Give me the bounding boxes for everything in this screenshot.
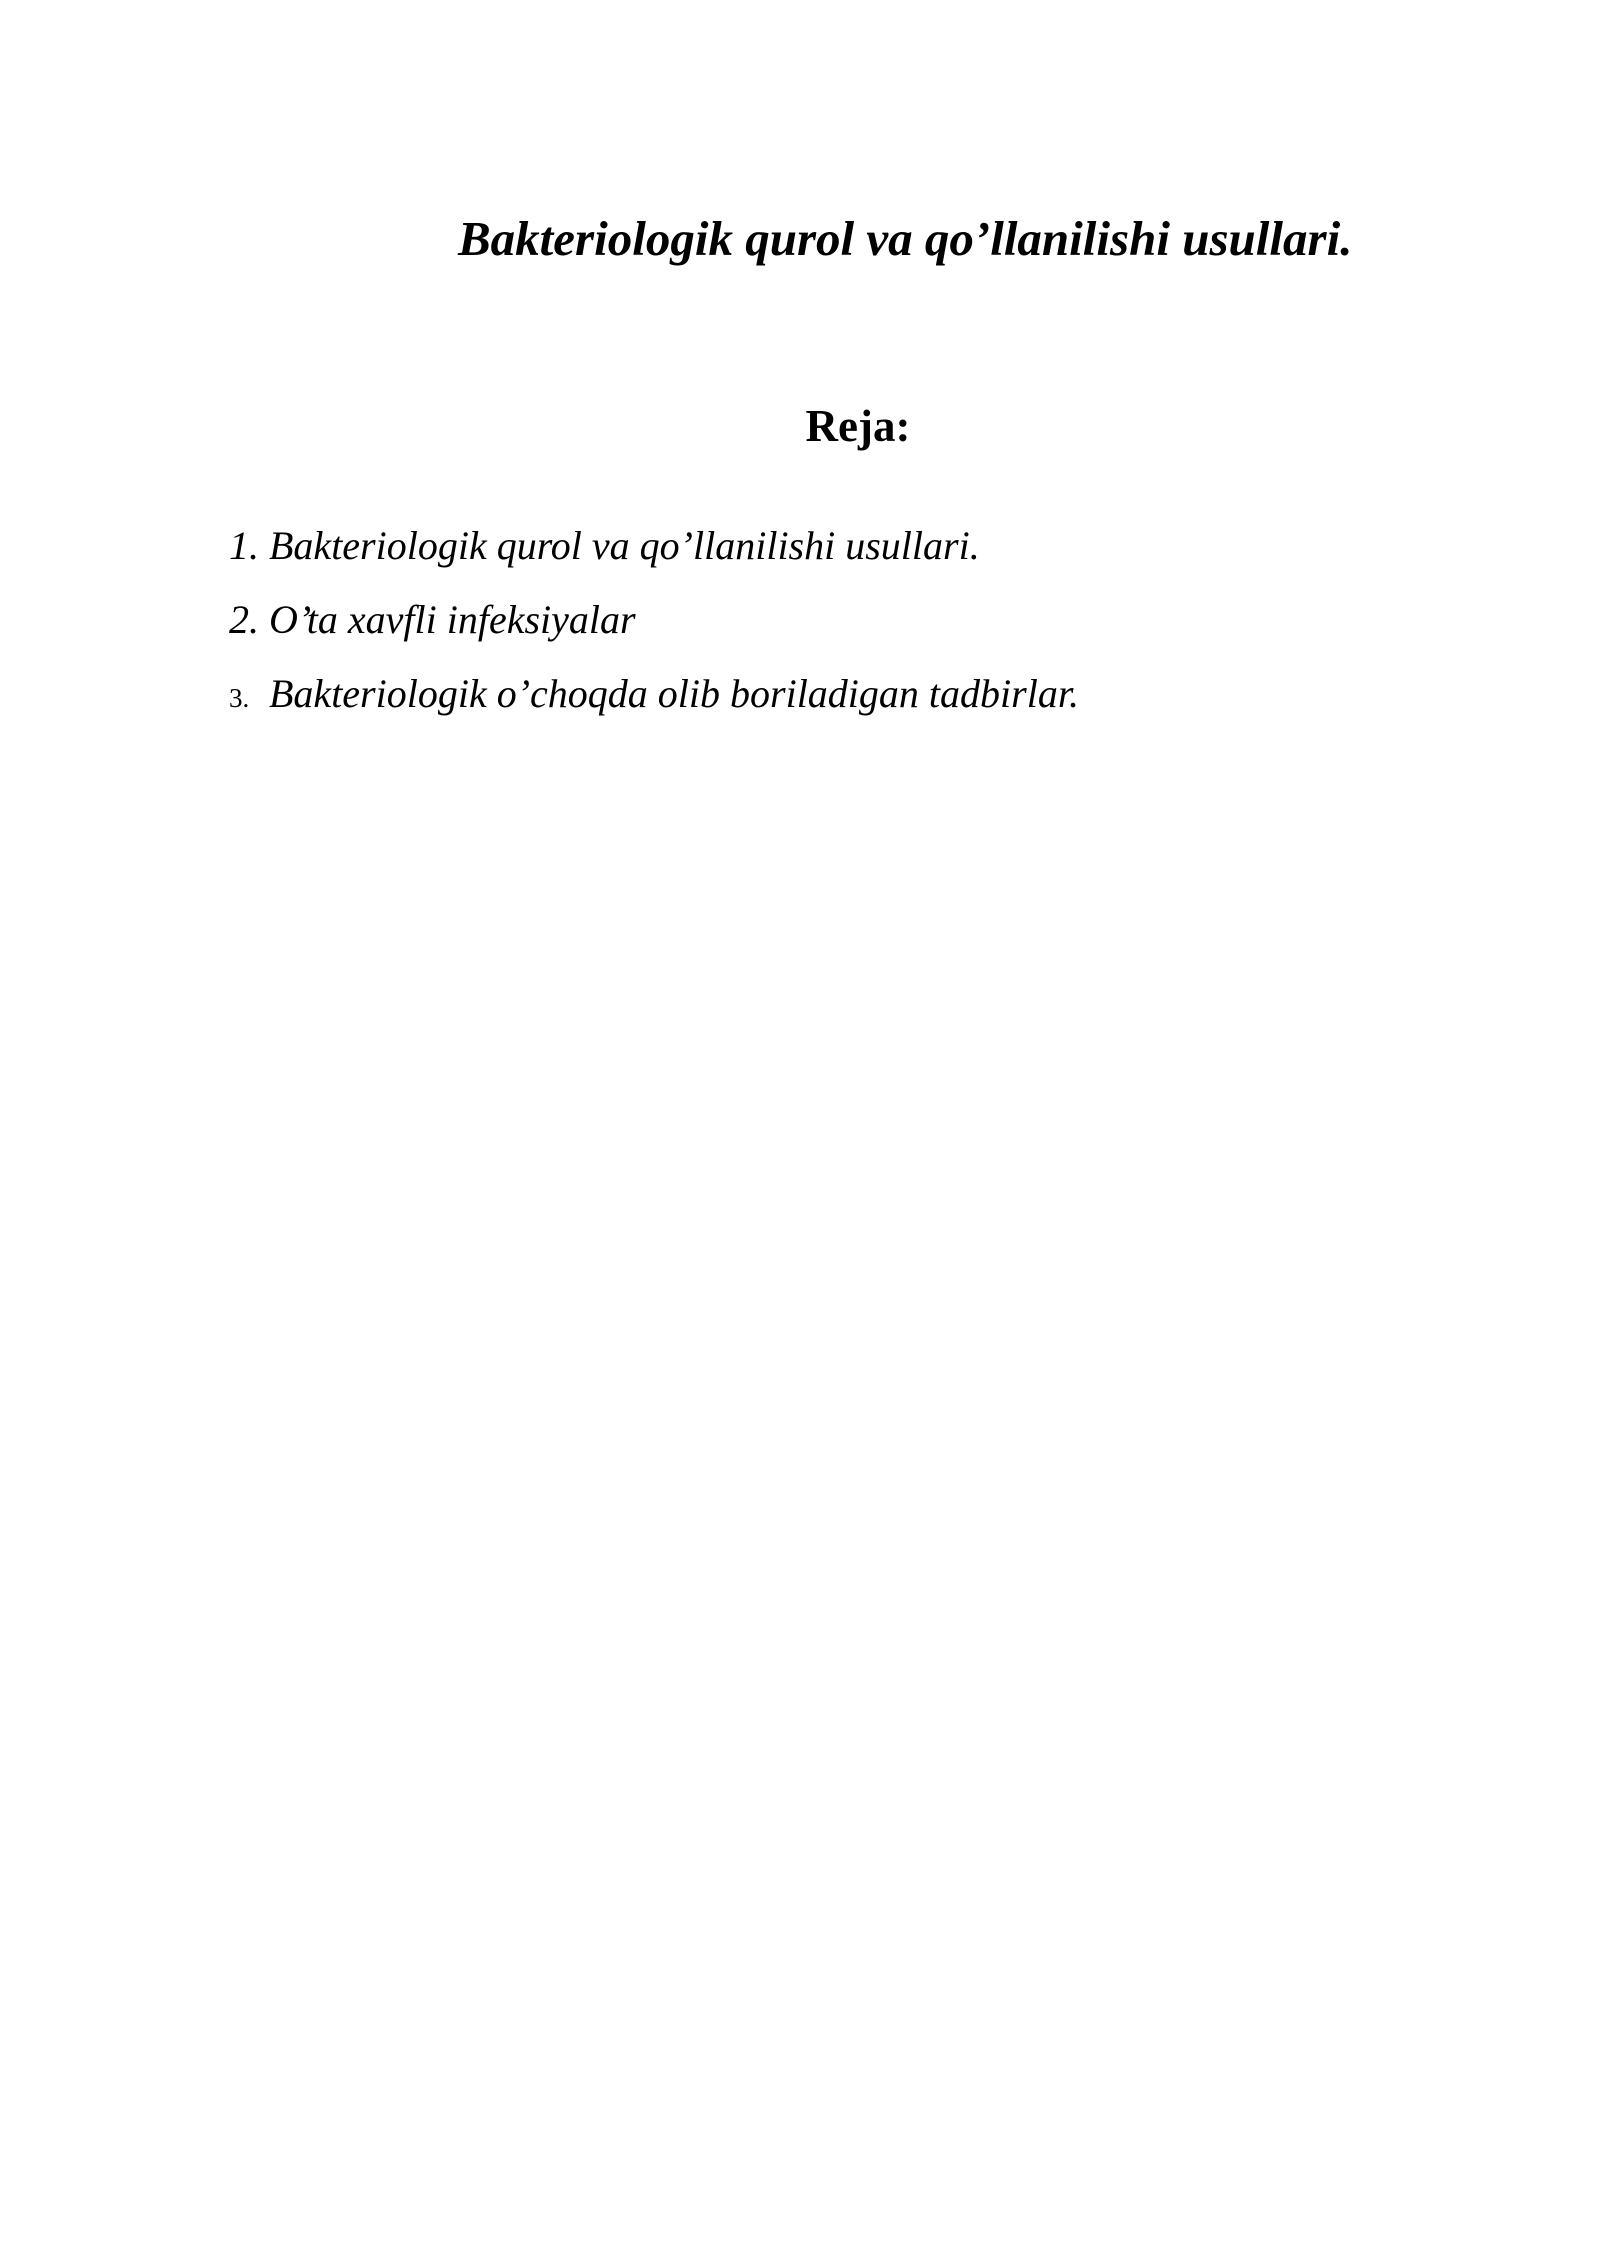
plan-item-number: 2. [229, 597, 259, 642]
plan-item-text: O’ta xavfli infeksiyalar [269, 597, 636, 642]
plan-item [229, 670, 1079, 744]
plan-item-text: Bakteriologik qurol va qo’llanilishi usullari. [269, 523, 980, 568]
plan-item [229, 596, 1079, 670]
document-title: Bakteriologik qurol va qo’llanilishi usullari. [458, 211, 1353, 266]
plan-item-text: Bakteriologik o’choqda olib boriladigan tadbirlar. [269, 671, 1079, 716]
plan-item [229, 522, 1079, 596]
plan-item-number: 3. [229, 683, 250, 713]
plan-item-number: 1. [229, 523, 259, 568]
plan-list [229, 522, 1079, 744]
plan-heading: Reja: [805, 401, 911, 451]
